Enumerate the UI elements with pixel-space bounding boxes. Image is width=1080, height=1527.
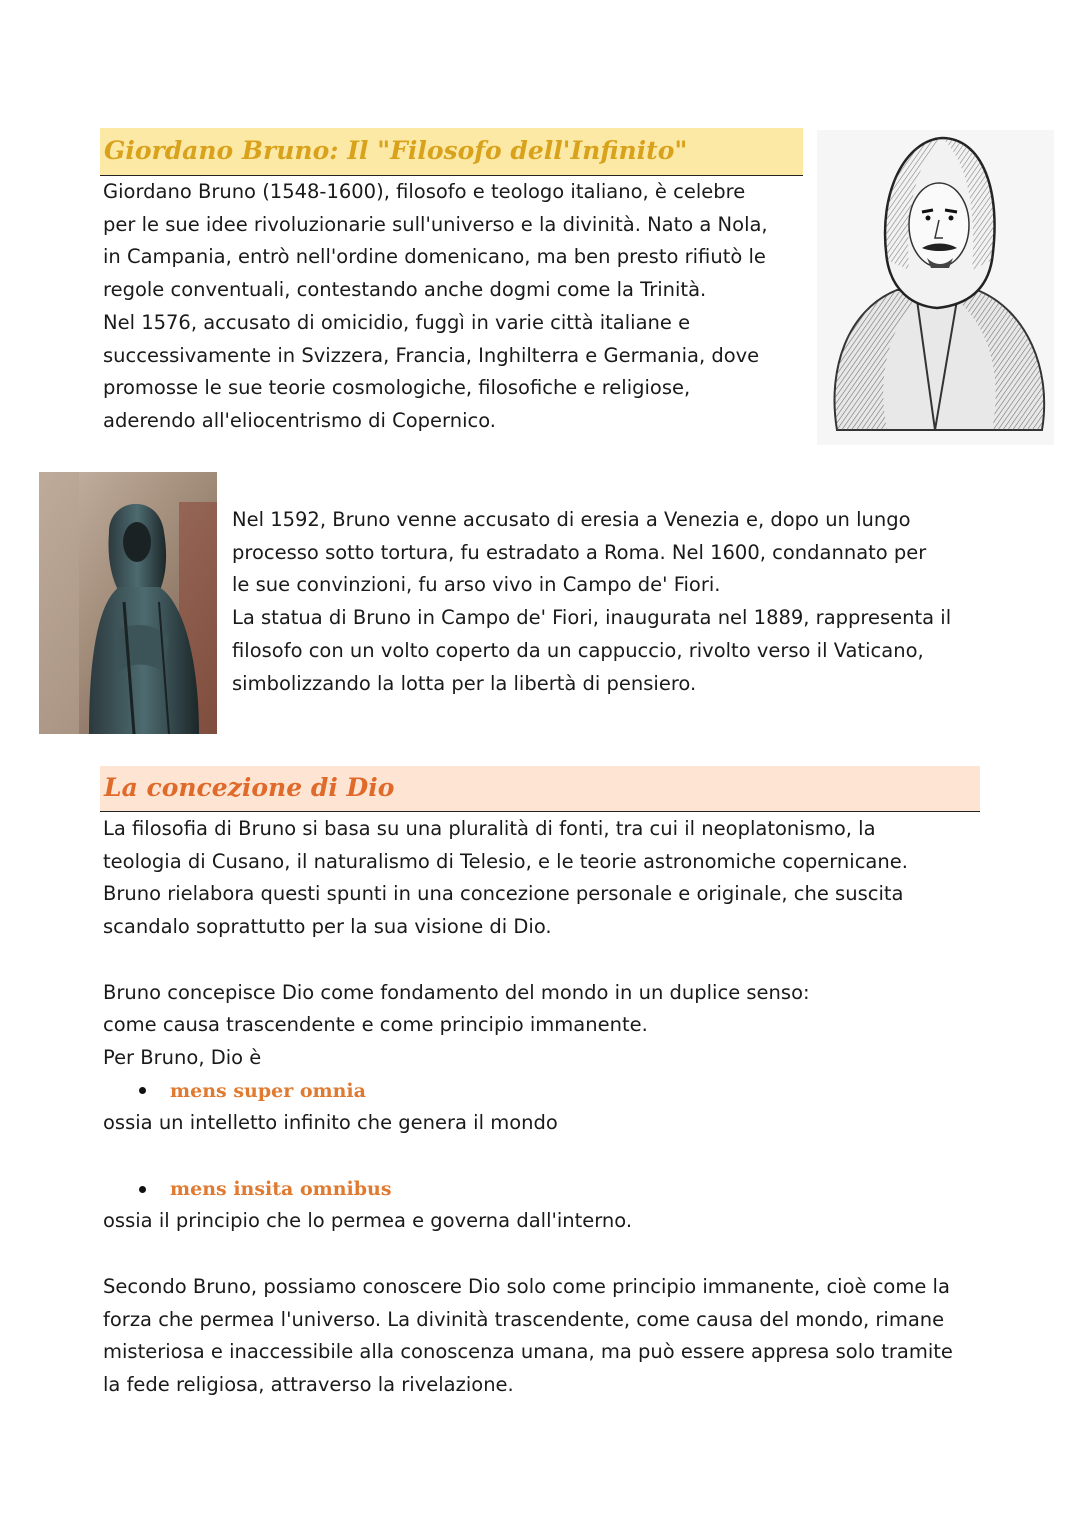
text-line: le sue convinzioni, fu arso vivo in Campo de' Fiori. <box>232 573 721 597</box>
bullet-term: mens insita omnibus <box>170 1177 392 1200</box>
bruno-statue-image <box>39 472 217 734</box>
text-line: Nel 1592, Bruno venne accusato di eresia a Venezia e, dopo un lungo <box>232 508 911 531</box>
trial-paragraph <box>232 504 951 700</box>
text-line: Per Bruno, Dio è <box>103 1045 262 1069</box>
bullet-term: mens super omnia <box>170 1079 366 1102</box>
text-line: Secondo Bruno, possiamo conoscere Dio solo come principio immanente, cioè come la <box>103 1274 950 1298</box>
concept-body <box>103 813 953 1402</box>
section-heading-dio: La concezione di Dio <box>100 766 980 812</box>
text-line: la fede religiosa, attraverso la rivelazione. <box>103 1372 514 1396</box>
text-line: ossia un intelletto infinito che genera il mondo <box>103 1111 558 1135</box>
text-line: in Campania, entrò nell'ordine domenicano, ma ben presto rifiutò le <box>103 245 766 269</box>
bullet-dot-icon <box>139 1186 146 1193</box>
text-line: misteriosa e inaccessibile alla conoscenza umana, ma può essere appresa solo tramite <box>103 1340 953 1364</box>
text-line: La statua di Bruno in Campo de' Fiori, inaugurata nel 1889, rappresenta il <box>232 606 952 630</box>
spacer <box>103 1140 953 1173</box>
text-line: regole conventuali, contestando anche dogmi come la Trinità. <box>103 278 707 302</box>
bullet-dot-icon <box>139 1087 146 1094</box>
text-line: aderendo all'eliocentrismo di Copernico. <box>103 408 496 432</box>
text-line: scandalo soprattutto per la sua visione di Dio. <box>103 915 552 939</box>
bullet-item <box>103 1173 953 1206</box>
text-line: Bruno rielabora questi spunti in una concezione personale e originale, che suscita <box>103 882 904 906</box>
spacer <box>103 1238 953 1271</box>
spacer <box>103 944 953 977</box>
bruno-portrait-image <box>817 130 1054 445</box>
text-line: Bruno concepisce Dio come fondamento del mondo in un duplice senso: <box>103 980 810 1004</box>
text-line: teologia di Cusano, il naturalismo di Telesio, e le teorie astronomiche copernicane. <box>103 849 908 873</box>
section-heading-bruno: Giordano Bruno: Il "Filosofo dell'Infinito" <box>100 128 803 176</box>
bio-paragraph <box>103 176 768 438</box>
text-line: forza che permea l'universo. La divinità trascendente, come causa del mondo, rimane <box>103 1307 945 1331</box>
bullet-item <box>103 1075 953 1108</box>
text-line: ossia il principio che lo permea e governa dall'interno. <box>103 1209 633 1233</box>
text-line: Giordano Bruno (1548-1600), filosofo e teologo italiano, è celebre <box>103 180 746 203</box>
text-line: simbolizzando la lotta per la libertà di pensiero. <box>232 671 697 695</box>
text-line: La filosofia di Bruno si basa su una pluralità di fonti, tra cui il neoplatonismo, la <box>103 817 876 840</box>
text-line: Nel 1576, accusato di omicidio, fuggì in varie città italiane e <box>103 310 691 334</box>
text-line: promosse le sue teorie cosmologiche, filosofiche e religiose, <box>103 376 691 400</box>
text-line: successivamente in Svizzera, Francia, Inghilterra e Germania, dove <box>103 343 760 367</box>
text-line: come causa trascendente e come principio immanente. <box>103 1013 648 1037</box>
text-line: filosofo con un volto coperto da un cappuccio, rivolto verso il Vaticano, <box>232 638 924 662</box>
text-line: per le sue idee rivoluzionarie sull'universo e la divinità. Nato a Nola, <box>103 212 768 236</box>
text-line: processo sotto tortura, fu estradato a Roma. Nel 1600, condannato per <box>232 540 927 564</box>
